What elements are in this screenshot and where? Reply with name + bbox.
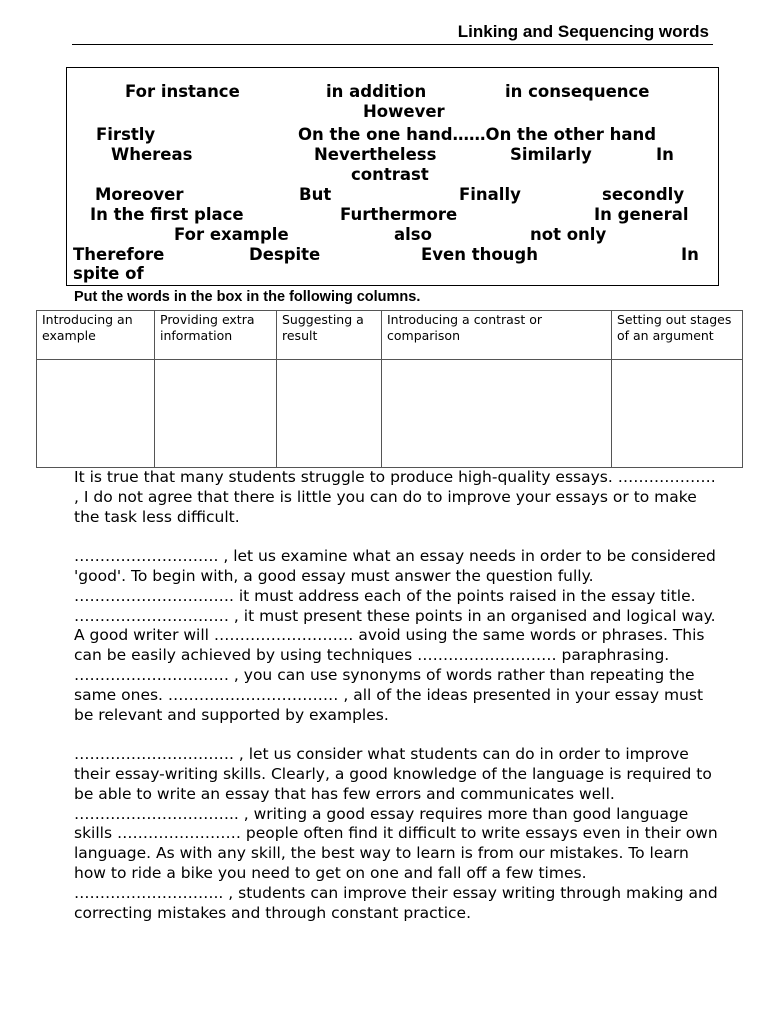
answer-cell[interactable] xyxy=(382,360,612,468)
table-header-row xyxy=(37,311,743,360)
word-item: Despite xyxy=(249,245,321,264)
word-item: in consequence xyxy=(505,82,650,101)
column-header: Suggesting a result xyxy=(277,311,382,360)
passage-paragraph: ………………………. , let us examine what an essay needs in order to be considered 'good'. To begin with, a good essay must answer the question fully. …………………………. it must address each of the points raised in the essay title. ………………………… , it must present these points in an organised and logical way. A good writer will ……………………… avoid using the same words or phrases. This can be easily achieved by using techniques ……………………… paraphrasing. ………………………… , you can use synonyms of words rather than repeating the same ones. …………………………… , all of the ideas presented in your essay must be relevant and supported by examples. xyxy=(74,547,716,724)
word-item: For example xyxy=(174,225,289,244)
gap-fill-passage xyxy=(74,468,724,943)
word-item: spite of xyxy=(73,264,144,283)
answer-cell[interactable] xyxy=(277,360,382,468)
word-item: Similarly xyxy=(510,145,592,164)
page-header xyxy=(72,20,713,45)
word-item: Finally xyxy=(459,185,521,204)
word-item: Firstly xyxy=(96,125,156,144)
word-item: contrast xyxy=(351,165,429,184)
word-item: However xyxy=(363,102,445,121)
word-item: On the one hand……On the other hand xyxy=(298,125,657,144)
column-header: Introducing a contrast or comparison xyxy=(382,311,612,360)
answer-cell[interactable] xyxy=(155,360,277,468)
linking-word-box xyxy=(66,67,719,286)
page-title: Linking and Sequencing words xyxy=(457,22,709,41)
answer-cell[interactable] xyxy=(37,360,155,468)
word-item: For instance xyxy=(125,82,240,101)
word-item: In general xyxy=(594,205,689,224)
word-item: not only xyxy=(530,225,607,244)
word-item: In xyxy=(656,145,674,164)
answer-cell[interactable] xyxy=(612,360,743,468)
word-item: In the first place xyxy=(90,205,244,224)
table-row xyxy=(37,360,743,468)
word-item: But xyxy=(299,185,332,204)
instruction-text: Put the words in the box in the following columns. xyxy=(74,289,421,305)
word-item: Moreover xyxy=(95,185,184,204)
column-header: Setting out stages of an argument xyxy=(612,311,743,360)
word-item: in addition xyxy=(326,82,427,101)
word-item: Whereas xyxy=(111,145,193,164)
passage-paragraph: …………………………. , let us consider what students can do in order to improve their essay-writing skills. Clearly, a good knowledge of the language is required to be able to write an essay that has few errors and communicates well. ………………………….. , writing a good essay requires more than good language skills …………………… people often find it difficult to write essays even in their own language. As with any skill, the best way to learn is from our mistakes. To learn how to ride a bike you need to get on one and fall off a few times. ……………………….. , students can improve their essay writing through making and correcting mistakes and through constant practice. xyxy=(74,745,718,922)
word-item: secondly xyxy=(602,185,685,204)
word-item: Even though xyxy=(421,245,538,264)
category-table xyxy=(36,310,743,468)
word-item: Furthermore xyxy=(340,205,458,224)
column-header: Providing extra information xyxy=(155,311,277,360)
column-header: Introducing an example xyxy=(37,311,155,360)
word-item: Therefore xyxy=(73,245,165,264)
word-item: In xyxy=(681,245,699,264)
word-item: also xyxy=(394,225,432,244)
passage-paragraph: It is true that many students struggle to produce high-quality essays. ………………. , I do not agree that there is little you can do to improve your essays or to make the task less difficult. xyxy=(74,468,716,526)
word-item: Nevertheless xyxy=(314,145,437,164)
